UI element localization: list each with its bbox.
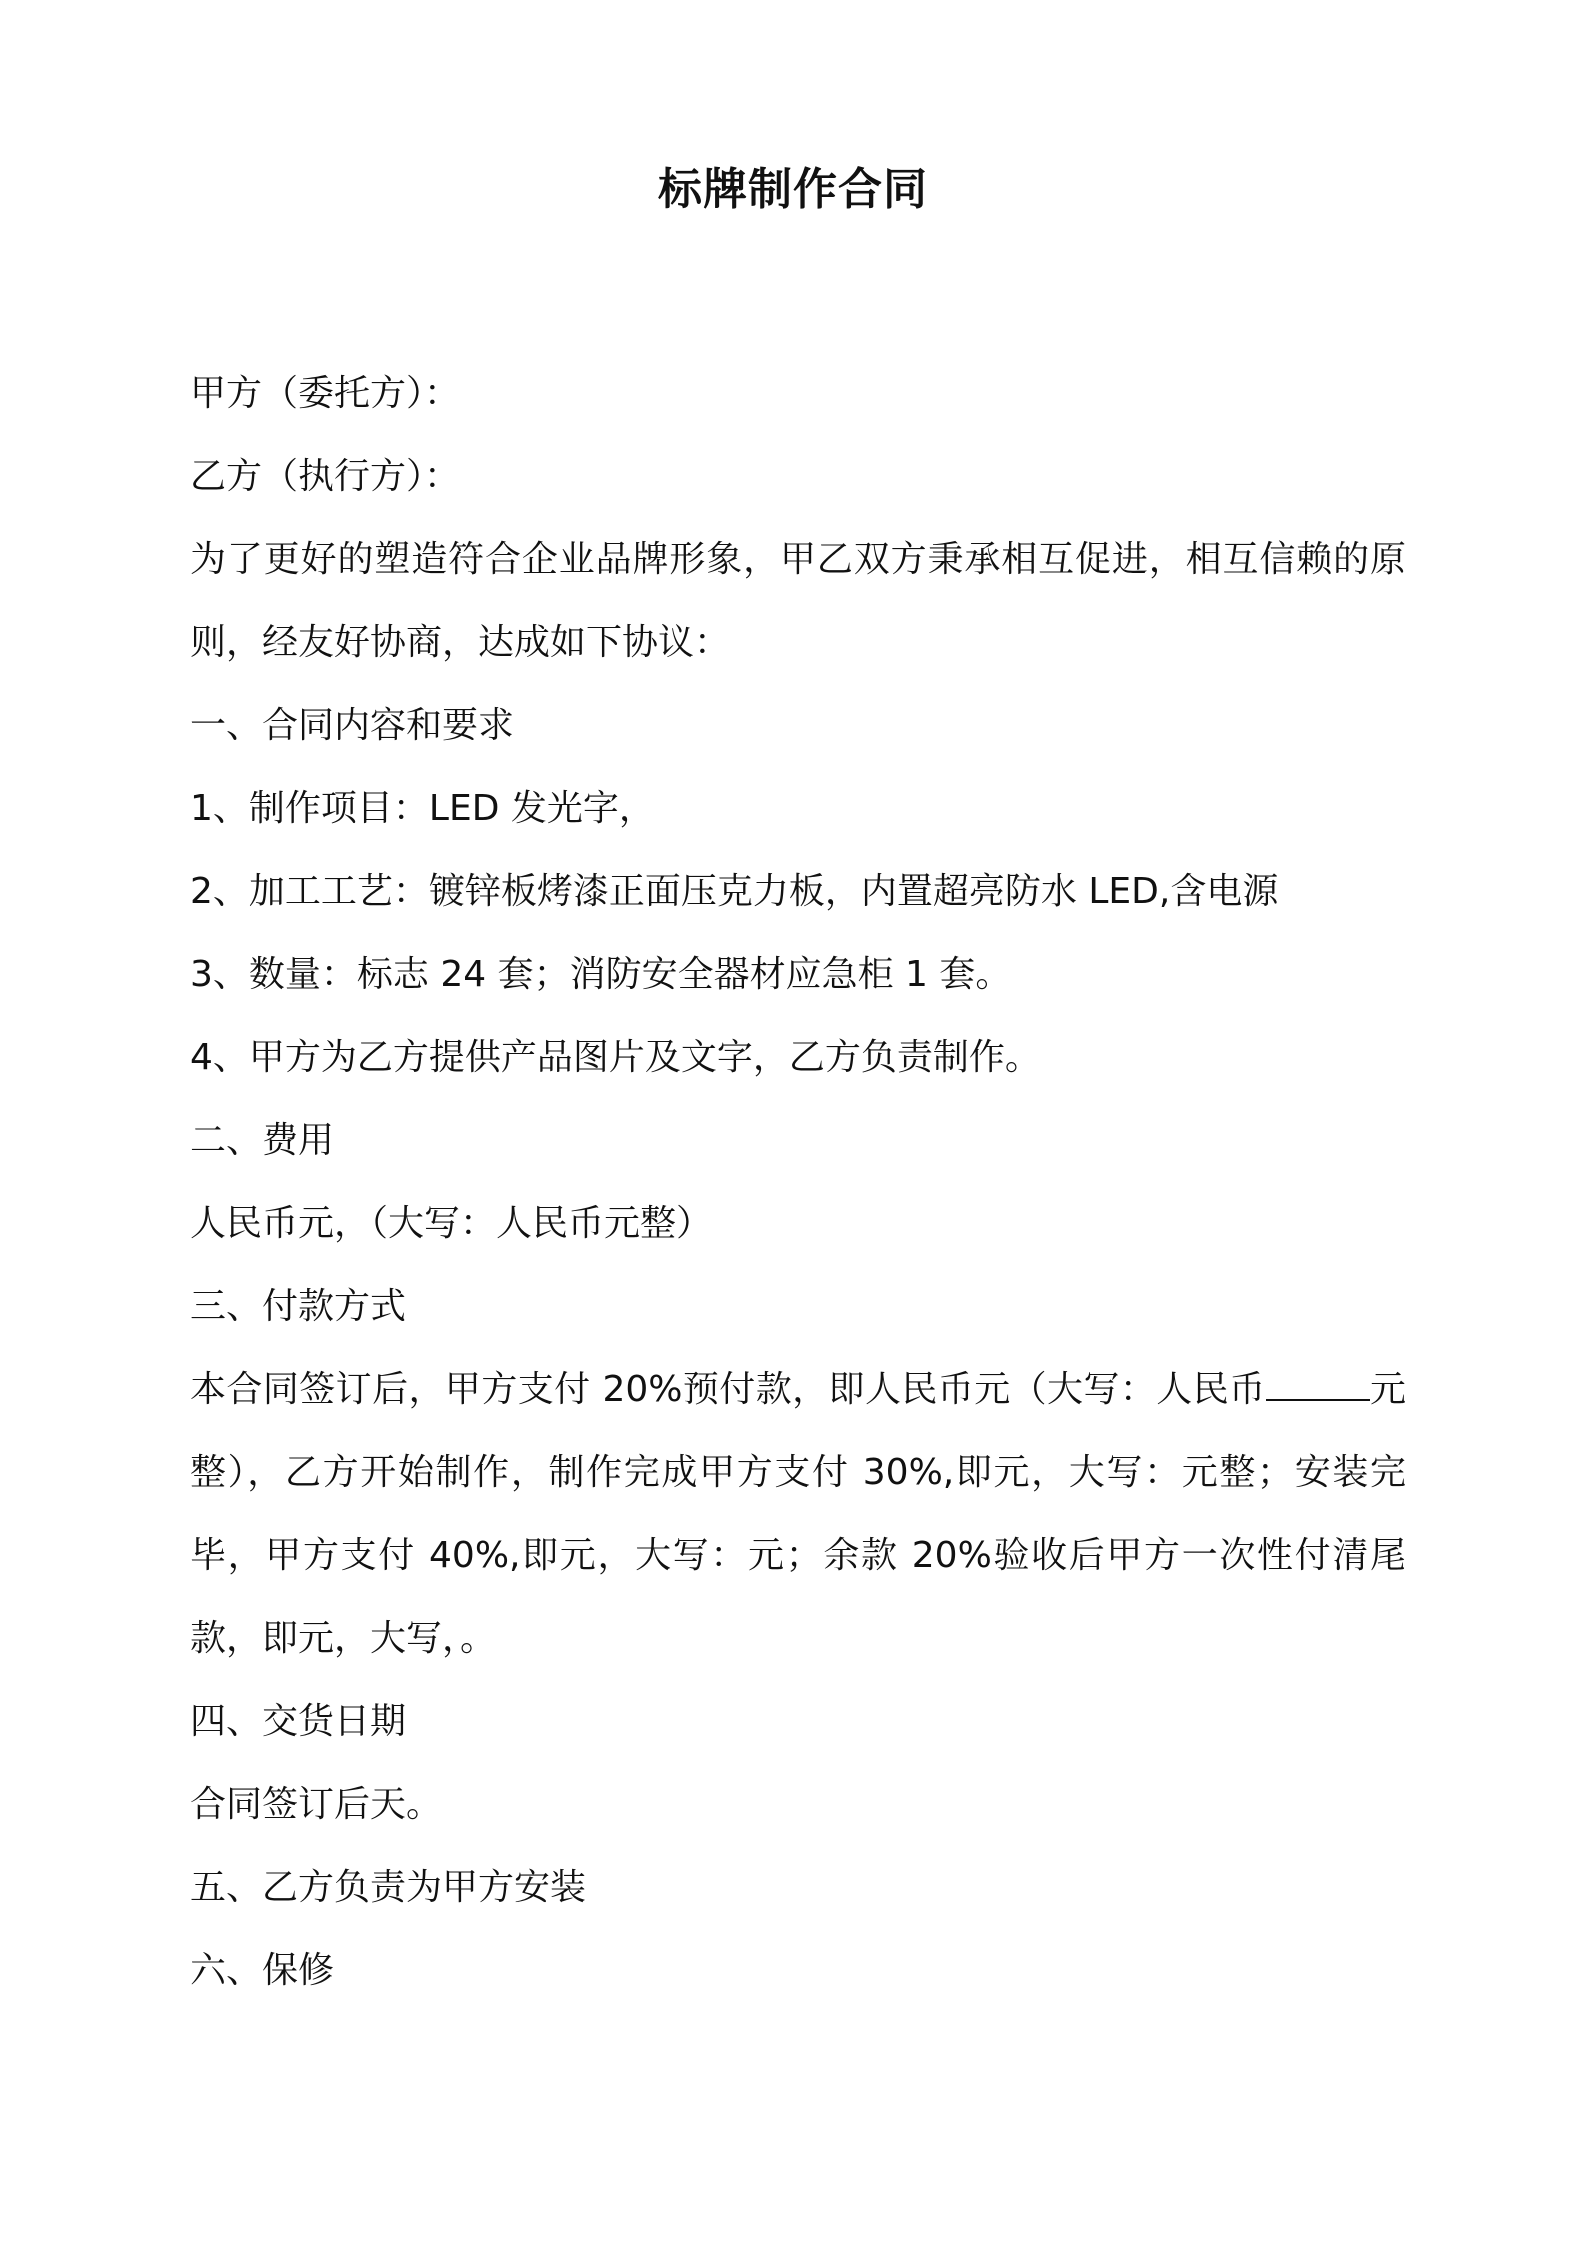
section-1-item: 4、甲方为乙方提供产品图片及文字，乙方负责制作。 [190, 1037, 1041, 1078]
section-1-item: 2、加工工艺：镀锌板烤漆正面压克力板，内置超亮防水 LED,含电源 [190, 871, 1279, 912]
section-3-text [190, 1348, 1406, 1680]
payment-text-start: 本合同签订后，甲方支付 20%预付款，即人民币元（大写：人民币 [190, 1369, 1266, 1410]
section-3-heading: 三、付款方式 [190, 1286, 407, 1327]
section-1-heading: 一、合同内容和要求 [190, 705, 515, 746]
section-4-text: 合同签订后天。 [190, 1784, 443, 1825]
section-1-item: 1、制作项目：LED 发光字， [190, 788, 655, 829]
party-b-line: 乙方（执行方）： [190, 456, 461, 497]
section-4-heading: 四、交货日期 [190, 1701, 407, 1742]
section-6-heading: 六、保修 [190, 1950, 335, 1991]
payment-text-end: 元整），乙方开始制作，制作完成甲方支付 30%,即元，大写：元整；安装完毕，甲方支付 40%,即元，大写：元；余款 20%验收后甲方一次性付清尾款，即元，大写，。 [190, 1369, 1406, 1659]
section-2-heading: 二、费用 [190, 1120, 335, 1161]
preamble-paragraph: 为了更好的塑造符合企业品牌形象，甲乙双方秉承相互促进，相互信赖的原则，经友好协商，达成如下协议： [190, 539, 1406, 663]
document-title: 标牌制作合同 [658, 164, 928, 215]
fill-in-blank[interactable] [1266, 1369, 1370, 1401]
document-body [190, 352, 1406, 2012]
section-2-text: 人民币元，（大写：人民币元整） [190, 1203, 713, 1244]
section-5-heading: 五、乙方负责为甲方安装 [190, 1867, 587, 1908]
section-1-item: 3、数量：标志 24 套；消防安全器材应急柜 1 套。 [190, 954, 1012, 995]
party-a-line: 甲方（委托方）： [190, 373, 461, 414]
